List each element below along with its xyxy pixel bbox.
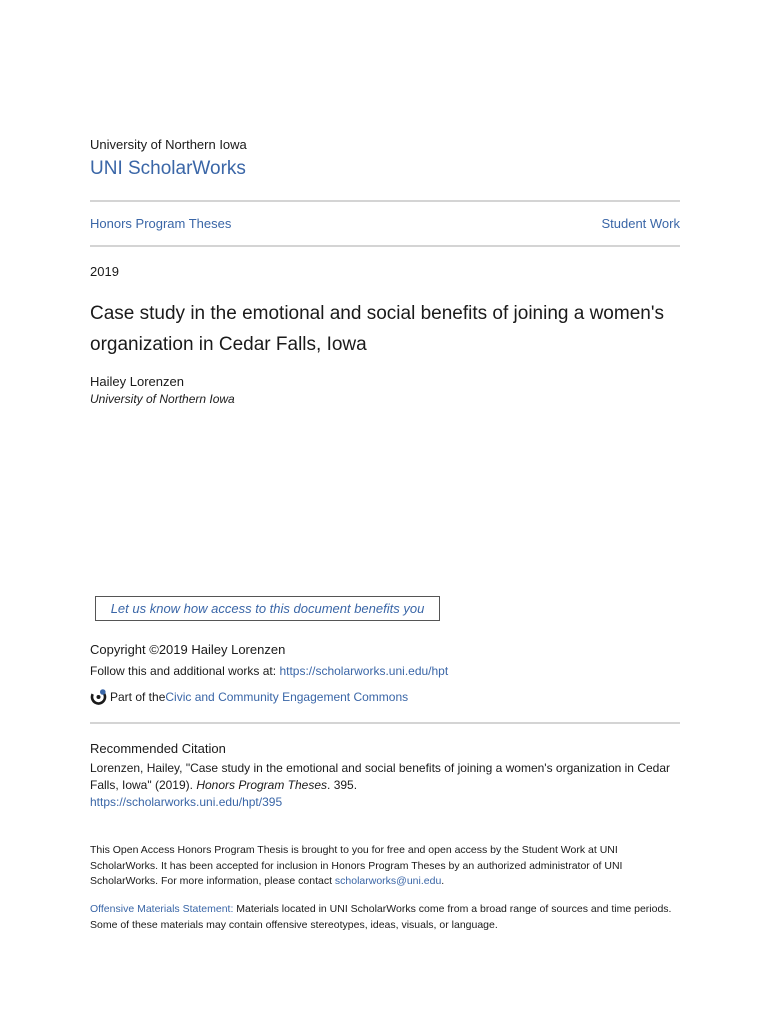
divider: [90, 200, 680, 202]
institution-name: University of Northern Iowa: [90, 137, 247, 152]
citation-series: Honors Program Theses: [196, 778, 328, 792]
repository-link[interactable]: UNI ScholarWorks: [90, 158, 246, 179]
citation-url-link[interactable]: https://scholarworks.uni.edu/hpt/395: [90, 795, 283, 809]
citation-text: [90, 760, 675, 811]
follow-line: [90, 664, 448, 678]
document-title: Case study in the emotional and social benefits of joining a women's organization in Cedar Falls, Iowa: [90, 303, 664, 355]
collection-url-link[interactable]: https://scholarworks.uni.edu/hpt: [279, 664, 449, 678]
open-access-notice: [90, 843, 675, 890]
divider: [90, 722, 680, 724]
collection-link[interactable]: Honors Program Theses: [90, 216, 232, 231]
offensive-statement-text: Materials located in UNI ScholarWorks come from a broad range of sources and time periods. Some of these materials may contain offensive stereotypes, ideas, visuals, or language.: [90, 903, 672, 931]
access-benefit-link[interactable]: Let us know how access to this document benefits you: [95, 596, 440, 621]
bepress-commons-icon: [90, 688, 107, 705]
part-of-prefix: Part of the: [110, 689, 166, 704]
citation-heading: Recommended Citation: [90, 741, 226, 756]
copyright-statement: Copyright ©2019 Hailey Lorenzen: [90, 642, 286, 657]
author-affiliation: University of Northern Iowa: [90, 392, 235, 406]
parent-collection-link[interactable]: Student Work: [601, 216, 680, 231]
offensive-materials-statement: [90, 902, 675, 933]
notice-text: This Open Access Honors Program Thesis is brought to you for free and open access by the Student Work at UNI ScholarWorks. It has been accepted for inclusion in Honors Program Theses by an authorized administrator of UNI ScholarWorks. For more information, please contact: [90, 844, 623, 887]
divider: [90, 245, 680, 247]
contact-email-link[interactable]: scholarworks@uni.edu: [334, 875, 442, 887]
notice-end: .: [441, 875, 445, 887]
part-of-line: [90, 688, 408, 705]
citation-body: Lorenzen, Hailey, "Case study in the emotional and social benefits of joining a women's organization in Cedar Falls, Iowa" (2019).: [90, 761, 670, 792]
author-name: Hailey Lorenzen: [90, 374, 184, 389]
follow-prefix: Follow this and additional works at:: [90, 664, 280, 678]
commons-link[interactable]: Civic and Community Engagement Commons: [165, 689, 409, 704]
citation-number: . 395.: [327, 778, 358, 792]
publication-year: 2019: [90, 264, 119, 279]
offensive-statement-link[interactable]: Offensive Materials Statement:: [90, 903, 234, 915]
